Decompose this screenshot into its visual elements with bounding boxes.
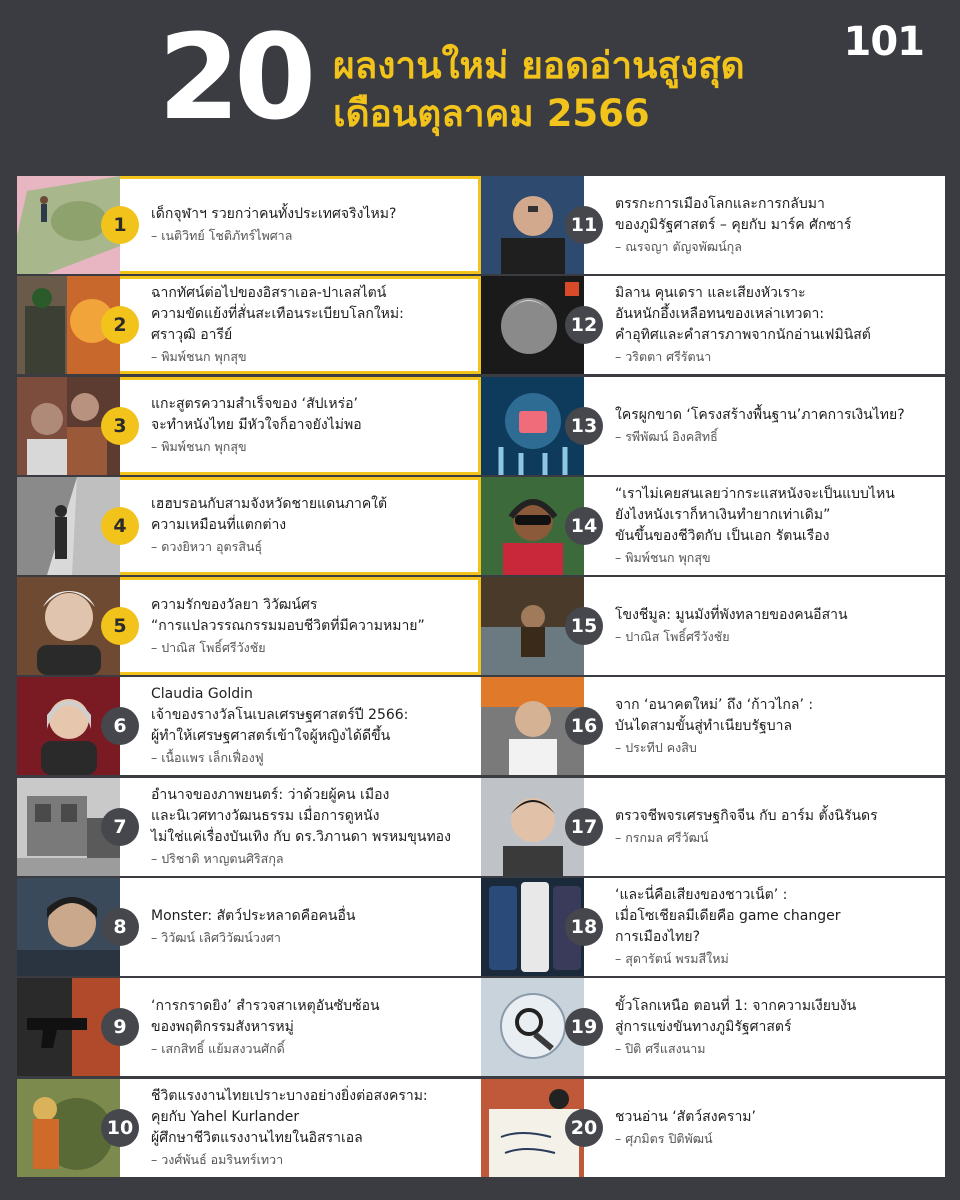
article-author: – เนติวิทย์ โชติภัทร์ไพศาล <box>151 228 293 243</box>
article-author: – รพีพัฒน์ อิงคสิทธิ์ <box>615 428 718 444</box>
title-line-1: ผลงานใหม่ ยอดอ่านสูงสุด <box>333 44 745 87</box>
article-author: – วงศ์พันธ์ อมรินทร์เทวา <box>151 1151 284 1167</box>
article-author: – ปาณิส โพธิ์ศรีวังชัย <box>151 639 266 655</box>
rank-badge: 16 <box>565 707 603 745</box>
rank-badge: 3 <box>101 407 139 445</box>
article-title-line: ศราวุฒิ อารีย์ <box>151 327 233 344</box>
article-text <box>615 176 939 274</box>
article-author: – วิวัฒน์ เลิศวิวัฒน์วงศา <box>151 930 281 946</box>
article-text <box>615 778 939 876</box>
article-title-line: ขั้วโลกเหนือ ตอนที่ 1: จากความเงียบงัน <box>615 997 857 1014</box>
title-line-2: เดือนตุลาคม 2566 <box>333 92 650 135</box>
article-title-line: จาก ‘อนาคตใหม่’ ถึง ‘ก้าวไกล’ : <box>615 696 814 713</box>
article-author: – พิมพ์ชนก พุกสุข <box>151 349 247 365</box>
article-card[interactable] <box>17 176 481 274</box>
article-text <box>151 878 475 976</box>
article-author: – ประทีป คงสิบ <box>615 739 697 755</box>
article-text <box>151 577 475 675</box>
rank-badge: 7 <box>101 808 139 846</box>
article-author: – กรกมล ศรีวัฒน์ <box>615 829 709 845</box>
article-card[interactable] <box>17 1079 481 1177</box>
rank-badge: 14 <box>565 507 603 545</box>
article-card[interactable] <box>17 677 481 775</box>
rank-badge: 12 <box>565 306 603 344</box>
article-title-line: เด็กจุฬาฯ รวยกว่าคนทั้งประเทศจริงไหม? <box>151 206 397 222</box>
article-text <box>151 377 475 475</box>
article-card[interactable] <box>481 778 945 876</box>
rank-badge: 19 <box>565 1008 603 1046</box>
article-title-line: เฮฮบรอนกับสามจังหวัดชายแดนภาคใต้ <box>151 496 388 513</box>
article-card[interactable] <box>17 778 481 876</box>
article-text <box>615 276 939 374</box>
article-title-line: ‘และนี่คือเสียงของชาวเน็ต’ : <box>615 887 788 904</box>
article-title-line: มิลาน คุนเดรา และเสียงหัวเราะ <box>615 285 806 302</box>
article-author: – วริตตา ศรีรัตนา <box>615 349 712 365</box>
article-title-line: ใครผูกขาด ‘โครงสร้างพื้นฐาน’ภาคการเงินไทย? <box>615 406 905 423</box>
article-text <box>151 477 475 575</box>
article-author: – ปาณิส โพธิ์ศรีวังชัย <box>615 629 730 645</box>
article-text <box>615 577 939 675</box>
article-card[interactable] <box>17 276 481 374</box>
article-title-line: ขันขึ้นของชีวิตกับ เป็นเอก รัตนเรือง <box>615 527 830 544</box>
article-title-line: “เราไม่เคยสนเลยว่ากระแสหนังจะเป็นแบบไหน <box>615 485 895 502</box>
article-card[interactable] <box>481 377 945 475</box>
article-card[interactable] <box>17 477 481 575</box>
rank-badge: 8 <box>101 908 139 946</box>
article-title-line: บันไดสามขั้นสู่ทำเนียบรัฐบาล <box>615 717 793 734</box>
article-card[interactable] <box>481 978 945 1076</box>
article-text <box>615 477 939 575</box>
rank-badge: 18 <box>565 908 603 946</box>
article-card[interactable] <box>17 978 481 1076</box>
article-title-line: โขงชีมูล: มูนมังที่พังทลายของคนอีสาน <box>615 607 848 624</box>
rank-badge: 5 <box>101 607 139 645</box>
article-title-line: แกะสูตรความสำเร็จของ ‘สัปเหร่อ’ <box>151 396 358 413</box>
article-card[interactable] <box>17 577 481 675</box>
article-title-line: สู่การแข่งขันทางภูมิรัฐศาสตร์ <box>615 1018 792 1035</box>
article-title-line: ตรรกะการเมืองโลกและการกลับมา <box>615 195 825 212</box>
article-title-line: คำอุทิศและคำสารภาพจากนักอ่านเฟมินิสต์ <box>615 327 871 344</box>
article-author: – ปิติ ศรีแสงนาม <box>615 1040 706 1056</box>
article-card[interactable] <box>481 577 945 675</box>
rank-badge: 1 <box>101 206 139 244</box>
article-title-line: อำนาจของภาพยนตร์: ว่าด้วยผู้คน เมือง <box>151 786 390 803</box>
article-author: – พิมพ์ชนก พุกสุข <box>151 439 247 455</box>
header <box>0 0 960 170</box>
article-card[interactable] <box>481 276 945 374</box>
article-title-line: ไม่ใช่แค่เรื่องบันเทิง กับ ดร.วิภานดา พรหมขุนทอง <box>151 828 451 845</box>
rank-badge: 6 <box>101 707 139 745</box>
article-title-line: ของพฤติกรรมสังหารหมู่ <box>151 1018 294 1035</box>
rank-badge: 11 <box>565 206 603 244</box>
article-title-line: ผู้ศึกษาชีวิตแรงงานไทยในอิสราเอล <box>151 1129 363 1146</box>
article-text <box>615 377 939 475</box>
rank-badge: 2 <box>101 306 139 344</box>
article-title-line: เจ้าของรางวัลโนเบลเศรษฐศาสตร์ปี 2566: <box>151 707 409 724</box>
article-card[interactable] <box>481 477 945 575</box>
page-title <box>333 42 745 138</box>
list-column-left <box>17 176 481 1179</box>
article-title-line: ยังไงหนังเราก็หาเงินทำยากเท่าเดิม” <box>615 506 831 523</box>
rank-badge: 13 <box>565 407 603 445</box>
article-title-line: ชวนอ่าน ‘สัตว์สงคราม’ <box>615 1108 756 1125</box>
article-author: – ศุภมิตร ปิติพัฒน์ <box>615 1130 713 1146</box>
article-title-line: ความเหมือนที่แตกต่าง <box>151 517 287 534</box>
article-author: – เสกสิทธิ์ แย้มสงวนศักดิ์ <box>151 1040 285 1056</box>
article-card[interactable] <box>481 878 945 976</box>
article-text <box>151 176 475 274</box>
article-title-line: ความรักของวัลยา วิวัฒน์ศร <box>151 596 318 613</box>
article-author: – ปริชาติ หาญตนศิริสกุล <box>151 850 284 866</box>
rank-badge: 9 <box>101 1008 139 1046</box>
rank-badge: 10 <box>101 1109 139 1147</box>
article-text <box>615 878 939 976</box>
article-title-line: คุยกับ Yahel Kurlander <box>151 1108 300 1125</box>
article-text <box>151 276 475 374</box>
article-text <box>615 1079 939 1177</box>
article-title-line: ผู้ทำให้เศรษฐศาสตร์เข้าใจผู้หญิงได้ดีขึ้น <box>151 728 391 745</box>
article-author: – พิมพ์ชนก พุกสุข <box>615 549 711 565</box>
article-title-line: ตรวจชีพจรเศรษฐกิจจีน กับ อาร์ม ตั้งนิรันดร <box>615 807 878 824</box>
article-title-line: ของภูมิรัฐศาสตร์ – คุยกับ มาร์ค ศักซาร์ <box>615 216 852 233</box>
rank-badge: 20 <box>565 1109 603 1147</box>
article-author: – เนื้อแพร เล็กเฟื่องฟู <box>151 750 264 766</box>
article-title-line: การเมืองไทย? <box>615 929 701 946</box>
rank-badge: 15 <box>565 607 603 645</box>
brand-logo: 101 <box>843 19 924 65</box>
article-text <box>151 778 475 876</box>
article-card[interactable] <box>17 878 481 976</box>
article-title-line: Monster: สัตว์ประหลาดคือคนอื่น <box>151 908 356 925</box>
article-title-line: และนิเวศทางวัฒนธรรม เมื่อการดูหนัง <box>151 807 380 824</box>
article-title-line: จะทำหนังไทย มีหัวใจก็อาจยังไม่พอ <box>151 417 362 434</box>
article-card[interactable] <box>481 1079 945 1177</box>
article-author: – ณรจญา ตัญจพัฒน์กุล <box>615 238 742 254</box>
article-card[interactable] <box>481 176 945 274</box>
article-title-line: เมื่อโซเชียลมีเดียคือ game changer <box>615 908 841 925</box>
rank-badge: 17 <box>565 808 603 846</box>
big-number: 20 <box>158 8 311 146</box>
article-author: – ดวงยิหวา อุตรสินธุ์ <box>151 539 263 555</box>
article-title-line: ฉากทัศน์ต่อไปของอิสราเอล-ปาเลสไตน์ <box>151 285 387 302</box>
article-title-line: “การแปลวรรณกรรมมอบชีวิตที่มีความหมาย” <box>151 617 425 634</box>
article-text <box>151 978 475 1076</box>
article-title-line: ‘การกราดยิง’ สำรวจสาเหตุอันซับซ้อน <box>151 997 380 1014</box>
article-card[interactable] <box>17 377 481 475</box>
article-author: – สุดารัตน์ พรมสีใหม่ <box>615 951 729 967</box>
list-column-right <box>481 176 945 1179</box>
article-title-line: Claudia Goldin <box>151 686 253 703</box>
rank-badge: 4 <box>101 507 139 545</box>
article-text <box>615 677 939 775</box>
article-title-line: ชีวิตแรงงานไทยเปราะบางอย่างยิ่งต่อสงคราม: <box>151 1087 428 1104</box>
article-card[interactable] <box>481 677 945 775</box>
article-text <box>151 677 475 775</box>
article-text <box>615 978 939 1076</box>
article-title-line: อันหนักอึ้งเหลือทนของเหล่าเทวดา: <box>615 306 825 323</box>
article-title-line: ความขัดแย้งที่สั่นสะเทือนระเบียบโลกใหม่: <box>151 306 404 323</box>
article-text <box>151 1079 475 1177</box>
